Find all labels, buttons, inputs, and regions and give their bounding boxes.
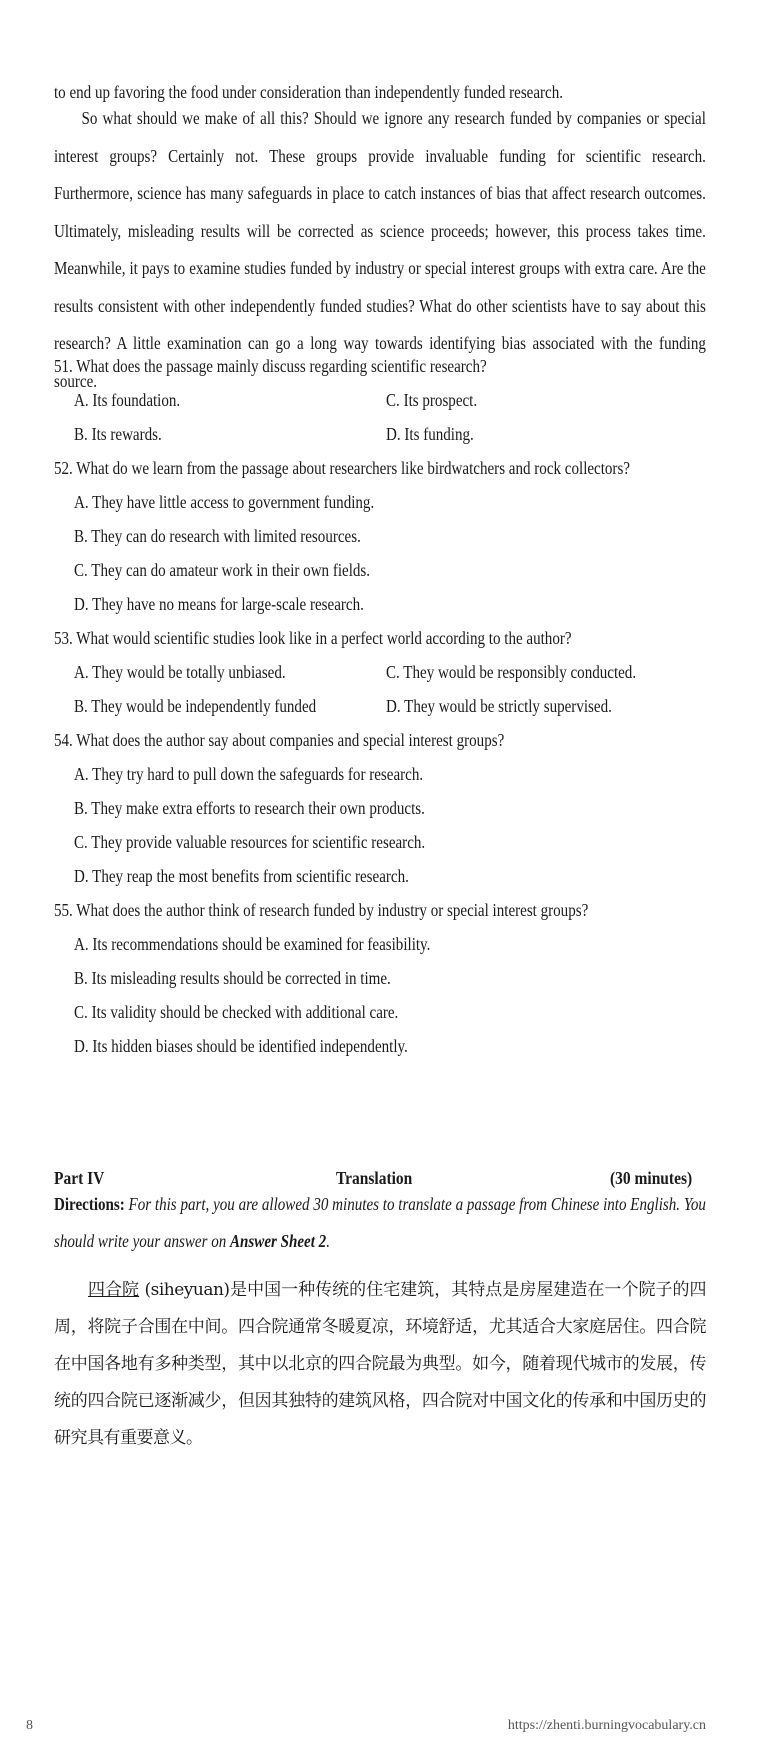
q53-option-c: C. They would be responsibly conducted. <box>386 662 637 682</box>
q54-option-d: D. They reap the most benefits from scientific research. <box>74 866 409 886</box>
q51-option-b: B. Its rewards. <box>74 424 162 444</box>
question-51-stem: 51. What does the passage mainly discuss regarding scientific research? <box>54 356 487 376</box>
q55-option-a: A. Its recommendations should be examined for feasibility. <box>74 934 431 954</box>
passage-line-1: to end up favoring the food under consideration than independently funded research. <box>54 82 564 102</box>
directions-label: Directions: <box>54 1194 125 1214</box>
question-54-stem: 54. What does the author say about companies and special interest groups? <box>54 730 505 750</box>
section-time: (30 minutes) <box>610 1168 693 1188</box>
q54-option-a: A. They try hard to pull down the safeguards for research. <box>74 764 424 784</box>
question-52-stem: 52. What do we learn from the passage about researchers like birdwatchers and rock collectors? <box>54 458 630 478</box>
q52-option-c: C. They can do amateur work in their own fields. <box>74 560 371 580</box>
chinese-text: (siheyuan)是中国一种传统的住宅建筑，其特点是房屋建造在一个院子的四周，将院子合围在中间。四合院通常冬暖夏凉，环境舒适，尤其适合大家庭居住。四合院在中国各地有多种类型，其中以北京的四合院最为典型。如今，随着现代城市的发展，传统的四合院已逐渐减少，但因其独特的建筑风格，四合院对中国文化的传承和中国历史的研究具有重要意义。 <box>54 1280 707 1448</box>
directions-end: . <box>326 1231 330 1251</box>
chinese-passage <box>54 1272 706 1457</box>
answer-sheet-ref: Answer Sheet 2 <box>230 1231 327 1251</box>
q53-option-a: A. They would be totally unbiased. <box>74 662 286 682</box>
q55-option-d: D. Its hidden biases should be identified independently. <box>74 1036 408 1056</box>
q55-option-b: B. Its misleading results should be corrected in time. <box>74 968 391 988</box>
directions-text: For this part, you are allowed 30 minutes to translate a passage from Chinese into English. You should write your answer on <box>54 1194 706 1251</box>
q53-option-d: D. They would be strictly supervised. <box>386 696 612 716</box>
q55-option-c: C. Its validity should be checked with additional care. <box>74 1002 399 1022</box>
footer-url: https://zhenti.burningvocabulary.cn <box>507 1718 706 1733</box>
chinese-term: 四合院 <box>88 1280 140 1300</box>
question-53-stem: 53. What would scientific studies look like in a perfect world according to the author? <box>54 628 572 648</box>
q52-option-a: A. They have little access to government funding. <box>74 492 375 512</box>
question-55-stem: 55. What does the author think of research funded by industry or special interest groups? <box>54 900 589 920</box>
q54-option-c: C. They provide valuable resources for scientific research. <box>74 832 426 852</box>
q54-option-b: B. They make extra efforts to research their own products. <box>74 798 425 818</box>
q53-option-b: B. They would be independently funded <box>74 696 317 716</box>
q51-option-a: A. Its foundation. <box>74 390 181 410</box>
q51-option-c: C. Its prospect. <box>386 390 478 410</box>
section-title: Translation <box>336 1168 413 1188</box>
q52-option-d: D. They have no means for large-scale research. <box>74 594 364 614</box>
q51-option-d: D. Its funding. <box>386 424 474 444</box>
page-number: 8 <box>26 1718 33 1733</box>
part-label: Part IV <box>54 1168 105 1188</box>
passage-paragraph: So what should we make of all this? Should we ignore any research funded by companies or special interest groups? Certainly not. These groups provide invaluable funding for scientific research. Furthermore, science has many safeguards in place to catch instances of bias that affect research outcomes. Ultimately, misleading results will be corrected as science proceeds; however, this process takes time. Meanwhile, it pays to examine studies funded by industry or special interest groups with extra care. Are the results consistent with other independently funded studies? What do other scientists have to say about this research? A little examination can go a long way towards identifying bias associated with the funding source. <box>54 108 706 391</box>
directions <box>54 1186 706 1260</box>
q52-option-b: B. They can do research with limited resources. <box>74 526 361 546</box>
